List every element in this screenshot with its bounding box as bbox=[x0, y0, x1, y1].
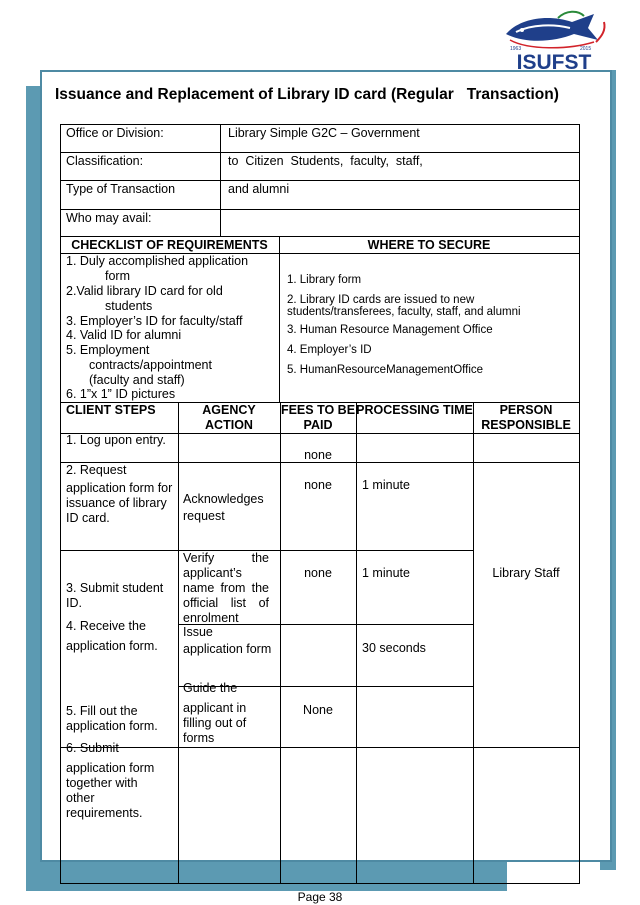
logo-year-left: 1963 bbox=[510, 46, 522, 52]
isufst-logo bbox=[498, 6, 610, 72]
requirement-item: 3. Employer’s ID for faculty/staff bbox=[66, 314, 243, 328]
office-label: Office or Division: bbox=[66, 126, 164, 140]
step-1-fees: none bbox=[304, 448, 332, 462]
requirement-item: 5. Employment bbox=[66, 343, 150, 357]
transaction-type-value: and alumni bbox=[228, 182, 290, 196]
where-header: WHERE TO SECURE bbox=[367, 238, 491, 252]
step-5-agency: Guide the bbox=[183, 681, 238, 695]
step-5-client: 5. Fill out the application form. bbox=[66, 704, 158, 733]
logo-text: ISUFST bbox=[516, 51, 592, 72]
step-3-time: 1 minute bbox=[362, 566, 410, 580]
person-responsible: Library Staff bbox=[492, 566, 560, 580]
classification-label: Classification: bbox=[66, 154, 144, 168]
page-title: Issuance and Replacement of Library ID card (Regular Transaction) bbox=[55, 86, 559, 103]
step-5-fees: None bbox=[303, 703, 333, 717]
agency-action-header: AGENCY ACTION bbox=[202, 403, 256, 432]
checklist-header: CHECKLIST OF REQUIREMENTS bbox=[71, 238, 268, 252]
requirement-item: 6. 1”x 1” ID pictures bbox=[66, 387, 176, 401]
where-item: 5. HumanResourceManagementOffice bbox=[287, 364, 484, 376]
where-item: 4. Employer’s ID bbox=[287, 344, 372, 356]
page-number: Page 38 bbox=[297, 890, 343, 904]
fees-header: FEES TO BE PAID bbox=[280, 403, 356, 432]
requirement-item: form bbox=[105, 269, 130, 283]
where-item: students/transferees, faculty, staff, and alumni bbox=[287, 306, 521, 318]
requirement-item: 2.Valid library ID card for old bbox=[66, 284, 223, 298]
logo-year-right: 2015 bbox=[580, 46, 592, 52]
requirement-item: 4. Valid ID for alumni bbox=[66, 328, 182, 342]
step-3-agency: Verify the applicant’s name from the official list of enrolment bbox=[183, 551, 269, 625]
processing-time-header: PROCESSING TIME bbox=[356, 403, 473, 417]
step-6-client: 6. Submit bbox=[66, 741, 119, 755]
step-2-client: 2. Request bbox=[66, 463, 127, 477]
office-value: Library Simple G2C – Government bbox=[228, 126, 420, 140]
who-may-avail-label: Who may avail: bbox=[66, 211, 152, 225]
step-3-client: 3. Submit student ID. bbox=[66, 581, 164, 610]
step-4-agency: Issue application form bbox=[183, 625, 272, 656]
person-responsible-header: PERSON RESPONSIBLE bbox=[481, 403, 571, 432]
step-2-fees: none bbox=[304, 478, 332, 492]
step-2-time: 1 minute bbox=[362, 478, 410, 492]
step-4-client-detail: application form. bbox=[66, 639, 158, 653]
transaction-type-label: Type of Transaction bbox=[66, 182, 176, 196]
step-4-time: 30 seconds bbox=[362, 641, 426, 655]
requirement-item: (faculty and staff) bbox=[89, 373, 185, 387]
step-4-client: 4. Receive the bbox=[66, 619, 146, 633]
step-3-fees: none bbox=[304, 566, 332, 580]
step-5-agency-detail: applicant in filling out of forms bbox=[183, 701, 247, 745]
step-6-client-detail: application form together with other requirements. bbox=[66, 761, 155, 820]
where-item: 1. Library form bbox=[287, 274, 362, 286]
step-1-client: 1. Log upon entry. bbox=[66, 433, 166, 447]
fish-logo-icon bbox=[498, 6, 610, 72]
step-2-client-detail: application form for issuance of library ID card. bbox=[66, 481, 173, 525]
classification-value: to Citizen Students, faculty, staff, bbox=[228, 154, 423, 168]
requirement-item: students bbox=[105, 299, 153, 313]
requirement-item: 1. Duly accomplished application bbox=[66, 254, 249, 268]
client-steps-header: CLIENT STEPS bbox=[66, 403, 156, 417]
step-2-agency: Acknowledges request bbox=[183, 492, 264, 523]
where-item: 2. Library ID cards are issued to new bbox=[287, 294, 475, 306]
requirement-item: contracts/appointment bbox=[89, 358, 212, 372]
where-item: 3. Human Resource Management Office bbox=[287, 324, 493, 336]
